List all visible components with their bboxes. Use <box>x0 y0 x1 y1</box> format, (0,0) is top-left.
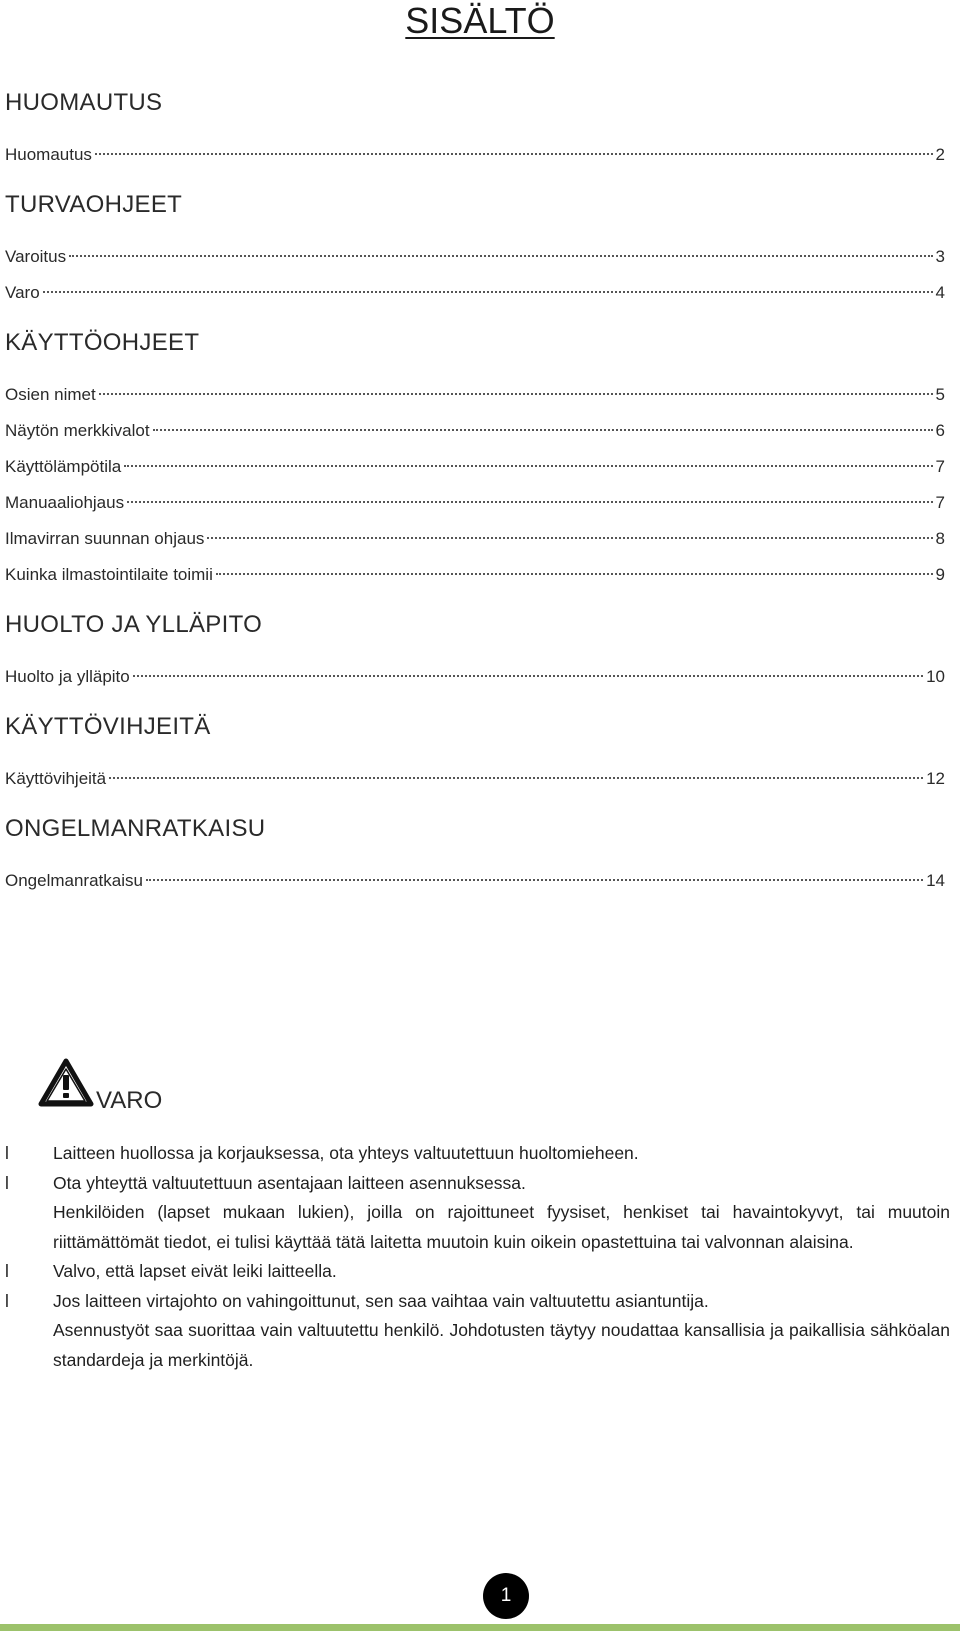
bullet-marker: l <box>5 1172 9 1193</box>
toc-entry-label: Ongelmanratkaisu <box>5 871 143 890</box>
toc-entry[interactable] <box>5 761 945 797</box>
toc-entry-label: Näytön merkkivalot <box>5 421 150 440</box>
caution-title: VARO <box>96 1087 163 1114</box>
toc-entry-page: 8 <box>935 529 945 548</box>
toc-entry[interactable] <box>5 557 945 593</box>
toc-entry-page: 14 <box>926 871 945 890</box>
toc-section <box>5 610 945 695</box>
leader-dots <box>146 879 923 881</box>
toc-entry[interactable] <box>5 659 945 695</box>
section-heading: KÄYTTÖVIHJEITÄ <box>5 713 211 740</box>
leader-dots <box>43 291 933 293</box>
list-item-text: Laitteen huollossa ja korjauksessa, ota yhteys valtuutettuun huoltomieheen. <box>53 1143 639 1163</box>
list-item <box>0 1257 960 1287</box>
leader-dots <box>207 537 932 539</box>
page-title: SISÄLTÖ <box>405 0 555 41</box>
list-item <box>0 1139 960 1169</box>
toc-entry-label: Varoitus <box>5 247 67 266</box>
toc-entry-page: 10 <box>926 667 945 686</box>
list-item <box>0 1287 960 1317</box>
toc-entry[interactable] <box>5 239 945 275</box>
bullet-marker: l <box>5 1290 9 1311</box>
section-heading: HUOLTO JA YLLÄPITO <box>5 611 263 638</box>
toc-entry-page: 12 <box>926 769 945 788</box>
bullet-marker: l <box>5 1143 9 1163</box>
toc-entry[interactable] <box>5 863 945 899</box>
toc-entry-page: 5 <box>935 385 945 404</box>
leader-dots <box>153 429 933 431</box>
toc-section <box>5 190 945 311</box>
leader-dots <box>69 255 932 257</box>
toc-entry-label: Manuaaliohjaus <box>5 493 125 512</box>
list-item <box>0 1316 960 1375</box>
toc-entry-label: Kuinka ilmastointilaite toimii <box>5 565 213 584</box>
leader-dots <box>133 675 923 677</box>
toc-entry[interactable] <box>5 413 945 449</box>
toc-entry-page: 7 <box>935 493 945 512</box>
bullet-marker: l <box>5 1261 9 1281</box>
toc-section <box>5 712 945 797</box>
toc-section <box>5 328 945 593</box>
toc-entry-page: 3 <box>935 247 945 266</box>
list-item-text: Henkilöiden (lapset mukaan lukien), joilla on rajoittuneet fyysiset, henkiset tai havaintokyvyt, tai muutoin riittämättömät tiedot, ei tulisi käyttää tätä laitetta muutoin kuin oikein opastettuina tai valvonnan alaisina. <box>53 1202 950 1252</box>
toc-entry-label: Käyttölämpötila <box>5 457 122 476</box>
toc-entry-label: Varo <box>5 283 40 302</box>
footer-bar <box>0 1624 960 1631</box>
leader-dots <box>99 393 933 395</box>
leader-dots <box>127 501 932 503</box>
toc-entry-page: 2 <box>935 145 945 164</box>
toc-entry[interactable] <box>5 521 945 557</box>
section-heading: KÄYTTÖOHJEET <box>5 329 200 356</box>
toc-entry[interactable] <box>5 485 945 521</box>
section-heading: HUOMAUTUS <box>5 89 163 116</box>
list-item-text: Jos laitteen virtajohto on vahingoittunut, sen saa vaihtaa vain valtuutettu asiantuntija. <box>53 1290 709 1311</box>
list-item-text: Valvo, että lapset eivät leiki laitteella. <box>53 1261 337 1281</box>
toc-entry[interactable] <box>5 137 945 173</box>
leader-dots <box>95 153 933 155</box>
toc-entry[interactable] <box>5 449 945 485</box>
toc-entry[interactable] <box>5 377 945 413</box>
caution-list <box>0 1139 960 1375</box>
table-of-contents <box>5 88 945 899</box>
list-item-text: Ota yhteyttä valtuutettuun asentajaan laitteen asennuksessa. <box>53 1172 526 1193</box>
warning-triangle-icon <box>38 1058 94 1108</box>
toc-entry-page: 4 <box>935 283 945 302</box>
toc-entry-page: 6 <box>935 421 945 440</box>
list-item-text: Asennustyöt saa suorittaa vain valtuutettu henkilö. Johdotusten täytyy noudattaa kansallisia ja paikallisia sähköalan standardeja ja merkintöjä. <box>53 1320 950 1370</box>
toc-entry-label: Ilmavirran suunnan ohjaus <box>5 529 205 548</box>
leader-dots <box>109 777 923 779</box>
toc-entry-label: Huolto ja ylläpito <box>5 667 130 686</box>
leader-dots <box>124 465 932 467</box>
toc-entry-label: Osien nimet <box>5 385 96 404</box>
list-item <box>0 1169 960 1199</box>
page-number-badge: 1 <box>483 1573 529 1619</box>
leader-dots <box>216 573 933 575</box>
section-heading: TURVAOHJEET <box>5 191 183 218</box>
toc-entry[interactable] <box>5 275 945 311</box>
toc-entry-label: Käyttövihjeitä <box>5 769 107 788</box>
section-heading: ONGELMANRATKAISU <box>5 815 266 842</box>
toc-section <box>5 814 945 899</box>
toc-entry-page: 9 <box>935 565 945 584</box>
toc-entry-page: 7 <box>935 457 945 476</box>
toc-section <box>5 88 945 173</box>
toc-entry-label: Huomautus <box>5 145 92 164</box>
list-item <box>0 1198 960 1257</box>
